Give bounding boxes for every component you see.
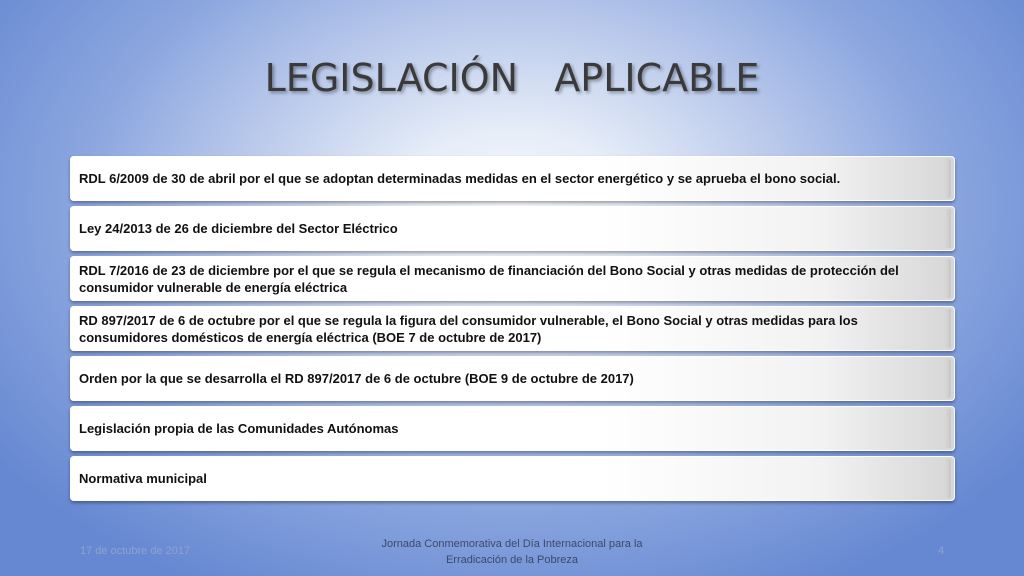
list-item-rdl-7-2016: RDL 7/2016 de 23 de diciembre por el que se regula el mecanismo de financiación del Bono Social y otras medidas de protección del consumidor vulnerable de energía eléctrica [70, 256, 955, 301]
slide-title: LEGISLACIÓN APLICABLE [264, 56, 760, 100]
list-item-rdl-6-2009: RDL 6/2009 de 30 de abril por el que se adoptan determinadas medidas en el sector energético y se aprueba el bono social. [70, 156, 955, 201]
slide-number: 4 [938, 545, 945, 557]
footer-date: 17 de octubre de 2017 [80, 545, 191, 557]
footer-event [362, 536, 662, 568]
list-item-rd-897-2017: RD 897/2017 de 6 de octubre por el que se regula la figura del consumidor vulnerable, el Bono Social y otras medidas para los consumidores domésticos de energía eléctrica (BOE 7 de octubre de 2017) [70, 306, 955, 351]
list-item-normativa-municipal: Normativa municipal [70, 456, 955, 501]
list-item-ley-24-2013: Ley 24/2013 de 26 de diciembre del Sector Eléctrico [70, 206, 955, 251]
footer-event-line-1: Jornada Conmemorativa del Día Internacional para la [381, 538, 643, 550]
list-item-orden: Orden por la que se desarrolla el RD 897/2017 de 6 de octubre (BOE 9 de octubre de 2017) [70, 356, 955, 401]
footer-event-line-2: Erradicación de la Pobreza [445, 554, 579, 566]
list-item-comunidades-autonomas: Legislación propia de las Comunidades Autónomas [70, 406, 955, 451]
